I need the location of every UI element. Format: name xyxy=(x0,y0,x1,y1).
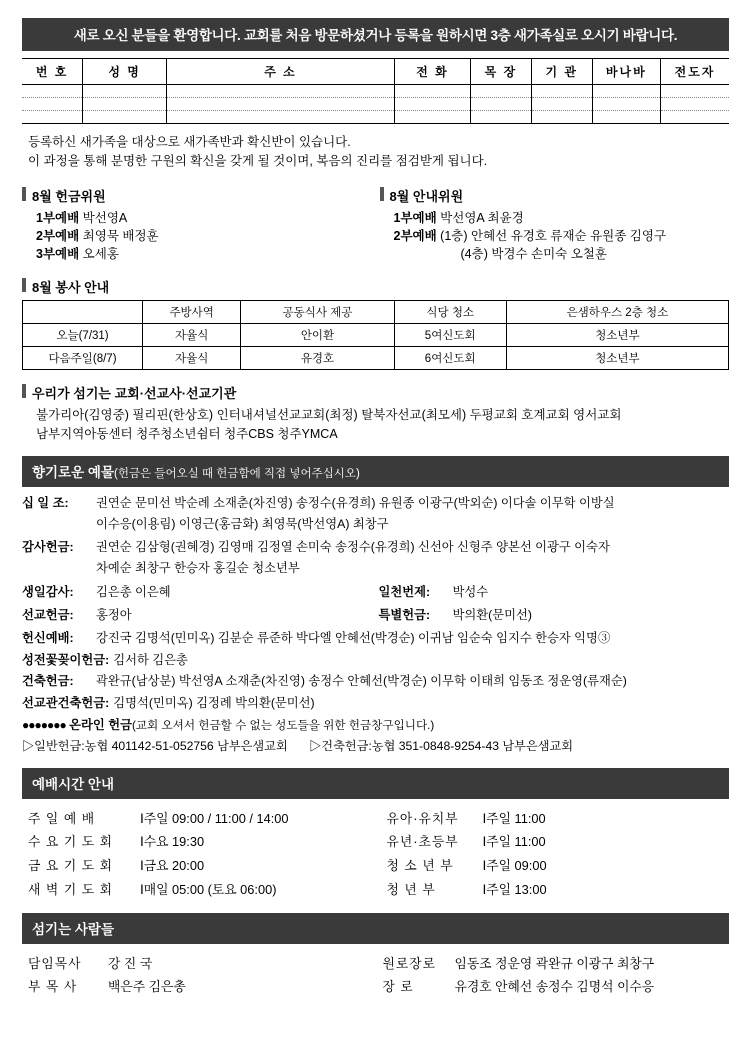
cell[interactable] xyxy=(166,85,394,98)
bank-accounts-row xyxy=(22,737,729,755)
online-offering-row xyxy=(22,716,729,734)
cell[interactable] xyxy=(471,85,532,98)
cell[interactable] xyxy=(83,98,167,111)
cell[interactable] xyxy=(661,111,729,124)
schedule-section xyxy=(22,807,729,902)
offering-section-header xyxy=(22,456,729,487)
online-offering-subtitle: (교회 오셔서 헌금할 수 없는 성도들을 위한 헌금창구입니다.) xyxy=(131,719,435,732)
cell[interactable] xyxy=(83,111,167,124)
list-item xyxy=(394,227,730,245)
col-phone: 전 화 xyxy=(395,59,471,85)
person-names: 강 진 국 xyxy=(108,956,153,972)
cell[interactable] xyxy=(22,98,83,111)
cell[interactable] xyxy=(22,111,83,124)
volunteer-service-table xyxy=(22,300,729,370)
person-role: 부 목 사 xyxy=(28,979,78,995)
offering-list xyxy=(22,494,729,756)
svc-col-2: 공동식사 제공 xyxy=(241,301,394,324)
offering-value: 곽완규(남상분) 박선영A 소재춘(차진영) 송정수 안혜선(박경순) 이무학 이태희 임동조 정운영(류재순) xyxy=(96,674,627,689)
guide-committee-title: 8월 안내위원 xyxy=(380,186,730,205)
cell[interactable] xyxy=(592,98,660,111)
schedule-time: 수요 19:30 xyxy=(143,834,205,850)
svc-cell: 안이환 xyxy=(241,324,394,347)
offering-committee xyxy=(22,186,372,263)
svc-col-3: 식당 청소 xyxy=(394,301,506,324)
offering-value: 김은총 이은혜 xyxy=(96,585,171,600)
svc-cell: 자율식 xyxy=(143,324,241,347)
col-evangelist: 전도자 xyxy=(661,59,729,85)
offering-row-building xyxy=(22,672,729,690)
offering-label: 헌신예배: xyxy=(22,631,74,646)
schedule-name: 청 소 년 부 xyxy=(386,858,454,874)
schedule-time: 주일 13:00 xyxy=(486,881,547,897)
offering-committee-title: 8월 헌금위원 xyxy=(22,186,372,205)
offering-label: 일천번제: xyxy=(378,585,431,600)
cell[interactable] xyxy=(592,85,660,98)
mission-title: 우리가 섬기는 교회·선교사·선교기관 xyxy=(22,383,729,402)
table-row[interactable] xyxy=(22,98,729,111)
svc-cell: 6여신도회 xyxy=(394,347,506,370)
offering-committee-rows xyxy=(22,209,372,263)
person-role: 원로장로 xyxy=(382,956,436,972)
cell[interactable] xyxy=(83,85,167,98)
offering-value: 강진국 김명석(민미옥) 김분순 류준하 박다엘 안혜선(박경순) 이귀남 임순숙 임지수 한승자 익명③ xyxy=(96,631,611,646)
offering-label: 특별헌금: xyxy=(378,607,431,622)
col-org: 기 관 xyxy=(531,59,592,85)
offering-value: 권연순 문미선 박순례 소재춘(차진영) 송정수(유경희) 유원종 이광구(박외순) 이다솔 이무학 이방실 xyxy=(96,495,615,510)
schedule-right-column xyxy=(371,807,730,902)
list-item: 유아·유치부 Ⅰ주일 11:00 xyxy=(387,807,730,831)
offering-label: 감사헌금: xyxy=(22,539,74,554)
col-address: 주 소 xyxy=(166,59,394,85)
cell[interactable] xyxy=(661,85,729,98)
schedule-name: 주 일 예 배 xyxy=(28,810,96,826)
cell[interactable] xyxy=(471,111,532,124)
list-item: 주 일 예 배 Ⅰ주일 09:00 / 11:00 / 14:00 xyxy=(28,807,371,831)
table-row[interactable] xyxy=(22,85,729,98)
person-names: 백은주 김은총 xyxy=(108,979,186,995)
svc-cell: 오늘(7/31) xyxy=(23,324,143,347)
offering-label: 건축헌금: xyxy=(22,674,74,689)
offering-label: 성전꽃꽂이헌금: xyxy=(22,652,110,667)
list-item xyxy=(394,209,730,227)
people-section xyxy=(22,952,729,998)
offering-thousand-day xyxy=(373,583,730,601)
service-label: 2부예배 xyxy=(36,228,80,243)
service-names: (1층) 안혜선 유경호 류재순 유원종 김영구 xyxy=(440,228,667,243)
offering-birthday xyxy=(22,583,373,601)
svc-cell: 청소년부 xyxy=(506,347,728,370)
offering-value: 권연순 김삼형(권혜경) 김영매 김정열 손미숙 송정수(유경희) 신선아 신형주 양본선 이광구 이숙자 xyxy=(96,539,610,554)
service-names: 최영묵 배정훈 xyxy=(82,228,159,243)
schedule-name: 청 년 부 xyxy=(386,881,436,897)
offering-row-tithe-cont: 이수응(이용림) 이영근(홍금화) 최영묵(박선영A) 최창구 xyxy=(96,517,389,532)
list-item: 청 년 부 Ⅰ주일 13:00 xyxy=(387,878,730,902)
cell[interactable] xyxy=(531,85,592,98)
offering-value: 박의환(문미선) xyxy=(452,607,532,622)
table-row[interactable] xyxy=(22,111,729,124)
schedule-time: 금요 20:00 xyxy=(143,858,205,874)
committees-section xyxy=(22,186,729,263)
offering-section-title: 향기로운 예물 xyxy=(32,464,114,480)
schedule-name: 유아·유치부 xyxy=(386,810,459,826)
service-names: 박선영A 최윤경 xyxy=(440,210,524,225)
list-item xyxy=(28,952,375,975)
service-names: 오세홍 xyxy=(82,247,119,261)
schedule-name: 유년·초등부 xyxy=(386,834,459,850)
bank-account-general: ▷일반헌금:농협 401142-51-052756 남부은샘교회 xyxy=(22,739,288,754)
schedule-time: 주일 09:00 / 11:00 / 14:00 xyxy=(143,810,289,826)
schedule-time: 주일 09:00 xyxy=(486,858,547,874)
online-offering-title: 온라인 헌금 xyxy=(69,718,132,732)
cell[interactable] xyxy=(166,111,394,124)
offering-label: 십 일 조: xyxy=(22,495,69,510)
offering-mission xyxy=(22,606,373,624)
welcome-banner: 새로 오신 분들을 환영합니다. 교회를 처음 방문하셨거나 등록을 원하시면 3층 새가족실로 오시기 바랍니다. xyxy=(22,18,729,51)
person-role: 담임목사 xyxy=(28,956,82,972)
list-item xyxy=(36,227,372,245)
cell[interactable] xyxy=(22,85,83,98)
person-names: 임동조 정운영 곽완규 이광구 최창구 xyxy=(454,956,655,972)
person-role: 장 로 xyxy=(382,979,414,995)
offering-label: 선교관건축헌금: xyxy=(22,695,110,710)
bank-account-building: ▷건축헌금:농협 351-0848-9254-43 남부은샘교회 xyxy=(309,739,574,754)
svc-col-4: 은샘하우스 2층 청소 xyxy=(506,301,728,324)
service-label: 1부예배 xyxy=(393,210,437,225)
list-item: 청 소 년 부 Ⅰ주일 09:00 xyxy=(387,854,730,878)
new-family-note-line1: 등록하신 새가족을 대상으로 새가족반과 확신반이 있습니다. xyxy=(28,135,351,149)
mission-body xyxy=(22,406,729,444)
cell[interactable] xyxy=(661,98,729,111)
svc-col-0 xyxy=(23,301,143,324)
person-names: 유경호 안혜선 송정수 김명석 이수응 xyxy=(454,979,655,995)
cell[interactable] xyxy=(471,98,532,111)
service-label: 3부예배 xyxy=(36,247,80,261)
service-names: 박선영A xyxy=(82,210,128,225)
schedule-name: 금 요 기 도 회 xyxy=(28,858,114,874)
offering-label: 생일감사: xyxy=(22,585,74,600)
offering-special xyxy=(373,606,730,624)
cell[interactable] xyxy=(166,98,394,111)
guide-committee-extra: (4층) 박경수 손미숙 오철훈 xyxy=(460,247,607,261)
list-item: 새 벽 기 도 회 Ⅰ매일 05:00 (토요 06:00) xyxy=(28,878,371,902)
col-barnabas: 바나바 xyxy=(592,59,660,85)
schedule-section-header: 예배시간 안내 xyxy=(22,768,729,799)
offering-row-dedication xyxy=(22,629,729,647)
svc-cell: 다음주일(8/7) xyxy=(23,347,143,370)
offering-value: 박성수 xyxy=(452,585,489,600)
offering-row-tithe xyxy=(22,494,729,512)
svc-cell: 5여신도회 xyxy=(394,324,506,347)
volunteer-service-section xyxy=(22,277,729,370)
schedule-time: 주일 11:00 xyxy=(486,810,546,826)
volunteer-service-title: 8월 봉사 안내 xyxy=(22,277,729,296)
offering-value: 김명석(민미옥) 김정례 박의환(문미선) xyxy=(113,695,315,710)
cell[interactable] xyxy=(531,111,592,124)
schedule-name: 새 벽 기 도 회 xyxy=(28,881,114,897)
bullet-dots-icon: ●●●●●●● xyxy=(22,718,66,732)
col-district: 목 장 xyxy=(471,59,532,85)
service-table-header-row xyxy=(23,301,729,324)
offering-row-mission-building xyxy=(22,694,729,712)
cell[interactable] xyxy=(592,111,660,124)
offering-label: 선교헌금: xyxy=(22,607,74,622)
offering-value: 김서하 김은총 xyxy=(113,652,188,667)
new-family-note xyxy=(22,133,729,172)
guide-committee-rows xyxy=(380,209,730,263)
svc-cell: 청소년부 xyxy=(506,324,728,347)
svc-col-1: 주방사역 xyxy=(143,301,241,324)
svc-cell: 자율식 xyxy=(143,347,241,370)
mission-line2: 남부지역아동센터 청주청소년쉼터 청주CBS 청주YMCA xyxy=(36,426,338,441)
people-left-column xyxy=(28,952,375,998)
schedule-left-column xyxy=(28,807,371,902)
cell[interactable] xyxy=(395,98,471,111)
list-item: 금 요 기 도 회 Ⅰ금요 20:00 xyxy=(28,854,371,878)
service-label: 1부예배 xyxy=(36,210,80,225)
list-item: 유년·초등부 Ⅰ주일 11:00 xyxy=(387,830,730,854)
offering-value: 홍정아 xyxy=(96,607,132,622)
schedule-time: 주일 11:00 xyxy=(486,834,546,850)
offering-section-subtitle: (헌금은 들어오실 때 헌금함에 직접 넣어주십시오) xyxy=(114,467,360,480)
new-family-note-line2: 이 과정을 통해 분명한 구원의 확신을 갖게 될 것이며, 복음의 진리를 점검받게 됩니다. xyxy=(28,154,488,169)
col-number: 번 호 xyxy=(22,59,83,85)
offering-row-flower xyxy=(22,651,729,669)
cell[interactable] xyxy=(395,111,471,124)
visitor-registration-table xyxy=(22,58,729,124)
cell[interactable] xyxy=(531,98,592,111)
offering-pair-row-1 xyxy=(22,583,729,601)
mission-line1: 불가리아(김영중) 필리핀(한상호) 인터내셔널선교교회(최정) 탈북자선교(최모세) 두평교회 호계교회 영서교회 xyxy=(36,408,622,423)
cell[interactable] xyxy=(395,85,471,98)
table-row xyxy=(23,347,729,370)
list-item xyxy=(28,975,375,998)
people-section-header: 섬기는 사람들 xyxy=(22,913,729,944)
mission-section xyxy=(22,383,729,444)
visitor-table-header-row xyxy=(22,59,729,85)
col-name: 성 명 xyxy=(83,59,167,85)
people-right-column xyxy=(375,952,730,998)
offering-row-thanks-cont: 차예순 최창구 한승자 홍길순 청소년부 xyxy=(96,560,300,575)
list-item xyxy=(383,952,730,975)
list-item: 수 요 기 도 회 Ⅰ수요 19:30 xyxy=(28,830,371,854)
list-item xyxy=(383,975,730,998)
service-label: 2부예배 xyxy=(393,228,437,243)
schedule-time: 매일 05:00 (토요 06:00) xyxy=(143,881,277,897)
offering-pair-row-2 xyxy=(22,606,729,624)
list-item xyxy=(36,209,372,227)
svc-cell: 유경호 xyxy=(241,347,394,370)
table-row xyxy=(23,324,729,347)
guide-committee xyxy=(372,186,730,263)
offering-row-thanks xyxy=(22,538,729,556)
list-item xyxy=(36,245,372,263)
schedule-name: 수 요 기 도 회 xyxy=(28,834,114,850)
